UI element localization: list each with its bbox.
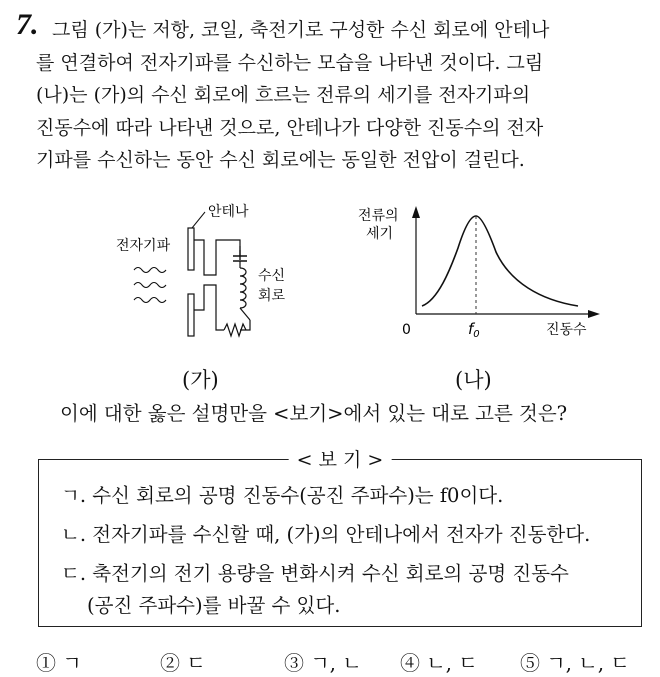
question-number: 7. <box>16 8 39 41</box>
question-line: 그림 (가)는 저항, 코일, 축전기로 구성한 수신 회로에 안테나 <box>52 19 550 41</box>
bogi-title: < 보 기 > <box>289 445 392 472</box>
bogi-item: (공진 주파수)를 바꿀 수 있다. <box>87 594 341 617</box>
choice-3[interactable]: ③ ㄱ, ㄴ <box>284 651 362 675</box>
bogi-box <box>38 449 642 627</box>
y-axis-arrow <box>412 206 420 218</box>
circuit-label-1: 수신 <box>258 268 286 284</box>
f0-label: $f_0$ <box>468 320 480 340</box>
choice-4[interactable]: ④ ㄴ, ㄷ <box>400 651 478 675</box>
choice-1[interactable]: ① ㄱ <box>36 651 82 675</box>
question-line: 기파를 수신하는 동안 수신 회로에는 동일한 전압이 걸린다. <box>36 149 525 171</box>
coil-icon <box>240 268 250 320</box>
circuit-diagram <box>100 190 300 350</box>
figure-a-label: (가) <box>182 368 219 392</box>
question-line: 를 연결하여 전자기파를 수신하는 모습을 나타낸 것이다. 그림 <box>36 51 544 74</box>
antenna-pointer <box>192 212 205 228</box>
x-axis-label: 진동수 <box>546 322 587 338</box>
bogi-item: ㄴ. 전자기파를 수신할 때, (가)의 안테나에서 전자가 진동한다. <box>61 523 591 546</box>
antenna-plate-top <box>188 228 194 270</box>
figure-b-label: (나) <box>455 368 492 392</box>
origin-label: 0 <box>402 322 411 338</box>
question-line: (나)는 (가)의 수신 회로에 흐르는 전류의 세기를 전자기파의 <box>36 84 531 106</box>
choice-5[interactable]: ⑤ ㄱ, ㄴ, ㄷ <box>520 651 630 675</box>
resonance-graph <box>350 200 610 350</box>
antenna-plate-bottom <box>188 294 194 336</box>
y-axis-label-2: 세기 <box>366 226 394 242</box>
question-text <box>36 14 652 177</box>
antenna-label: 안테나 <box>208 204 249 220</box>
question-prompt: 이에 대한 옳은 설명만을 <보기>에서 있는 대로 고른 것은? <box>60 402 568 425</box>
question-line: 진동수에 따라 나타낸 것으로, 안테나가 다양한 진동수의 전자 <box>36 116 544 139</box>
wave-label: 전자기파 <box>116 238 171 254</box>
wave-icon <box>134 268 166 303</box>
choice-2[interactable]: ② ㄷ <box>160 651 206 675</box>
x-axis-arrow <box>588 310 600 318</box>
circuit-wires <box>194 240 250 330</box>
circuit-label-2: 회로 <box>258 288 286 304</box>
resonance-curve <box>422 216 578 306</box>
y-axis-label-1: 전류의 <box>358 208 399 224</box>
bogi-item: ㄷ. 축전기의 전기 용량을 변화시켜 수신 회로의 공명 진동수 <box>61 562 569 585</box>
bogi-item: ㄱ. 수신 회로의 공명 진동수(공진 주파수)는 f0이다. <box>61 484 504 507</box>
